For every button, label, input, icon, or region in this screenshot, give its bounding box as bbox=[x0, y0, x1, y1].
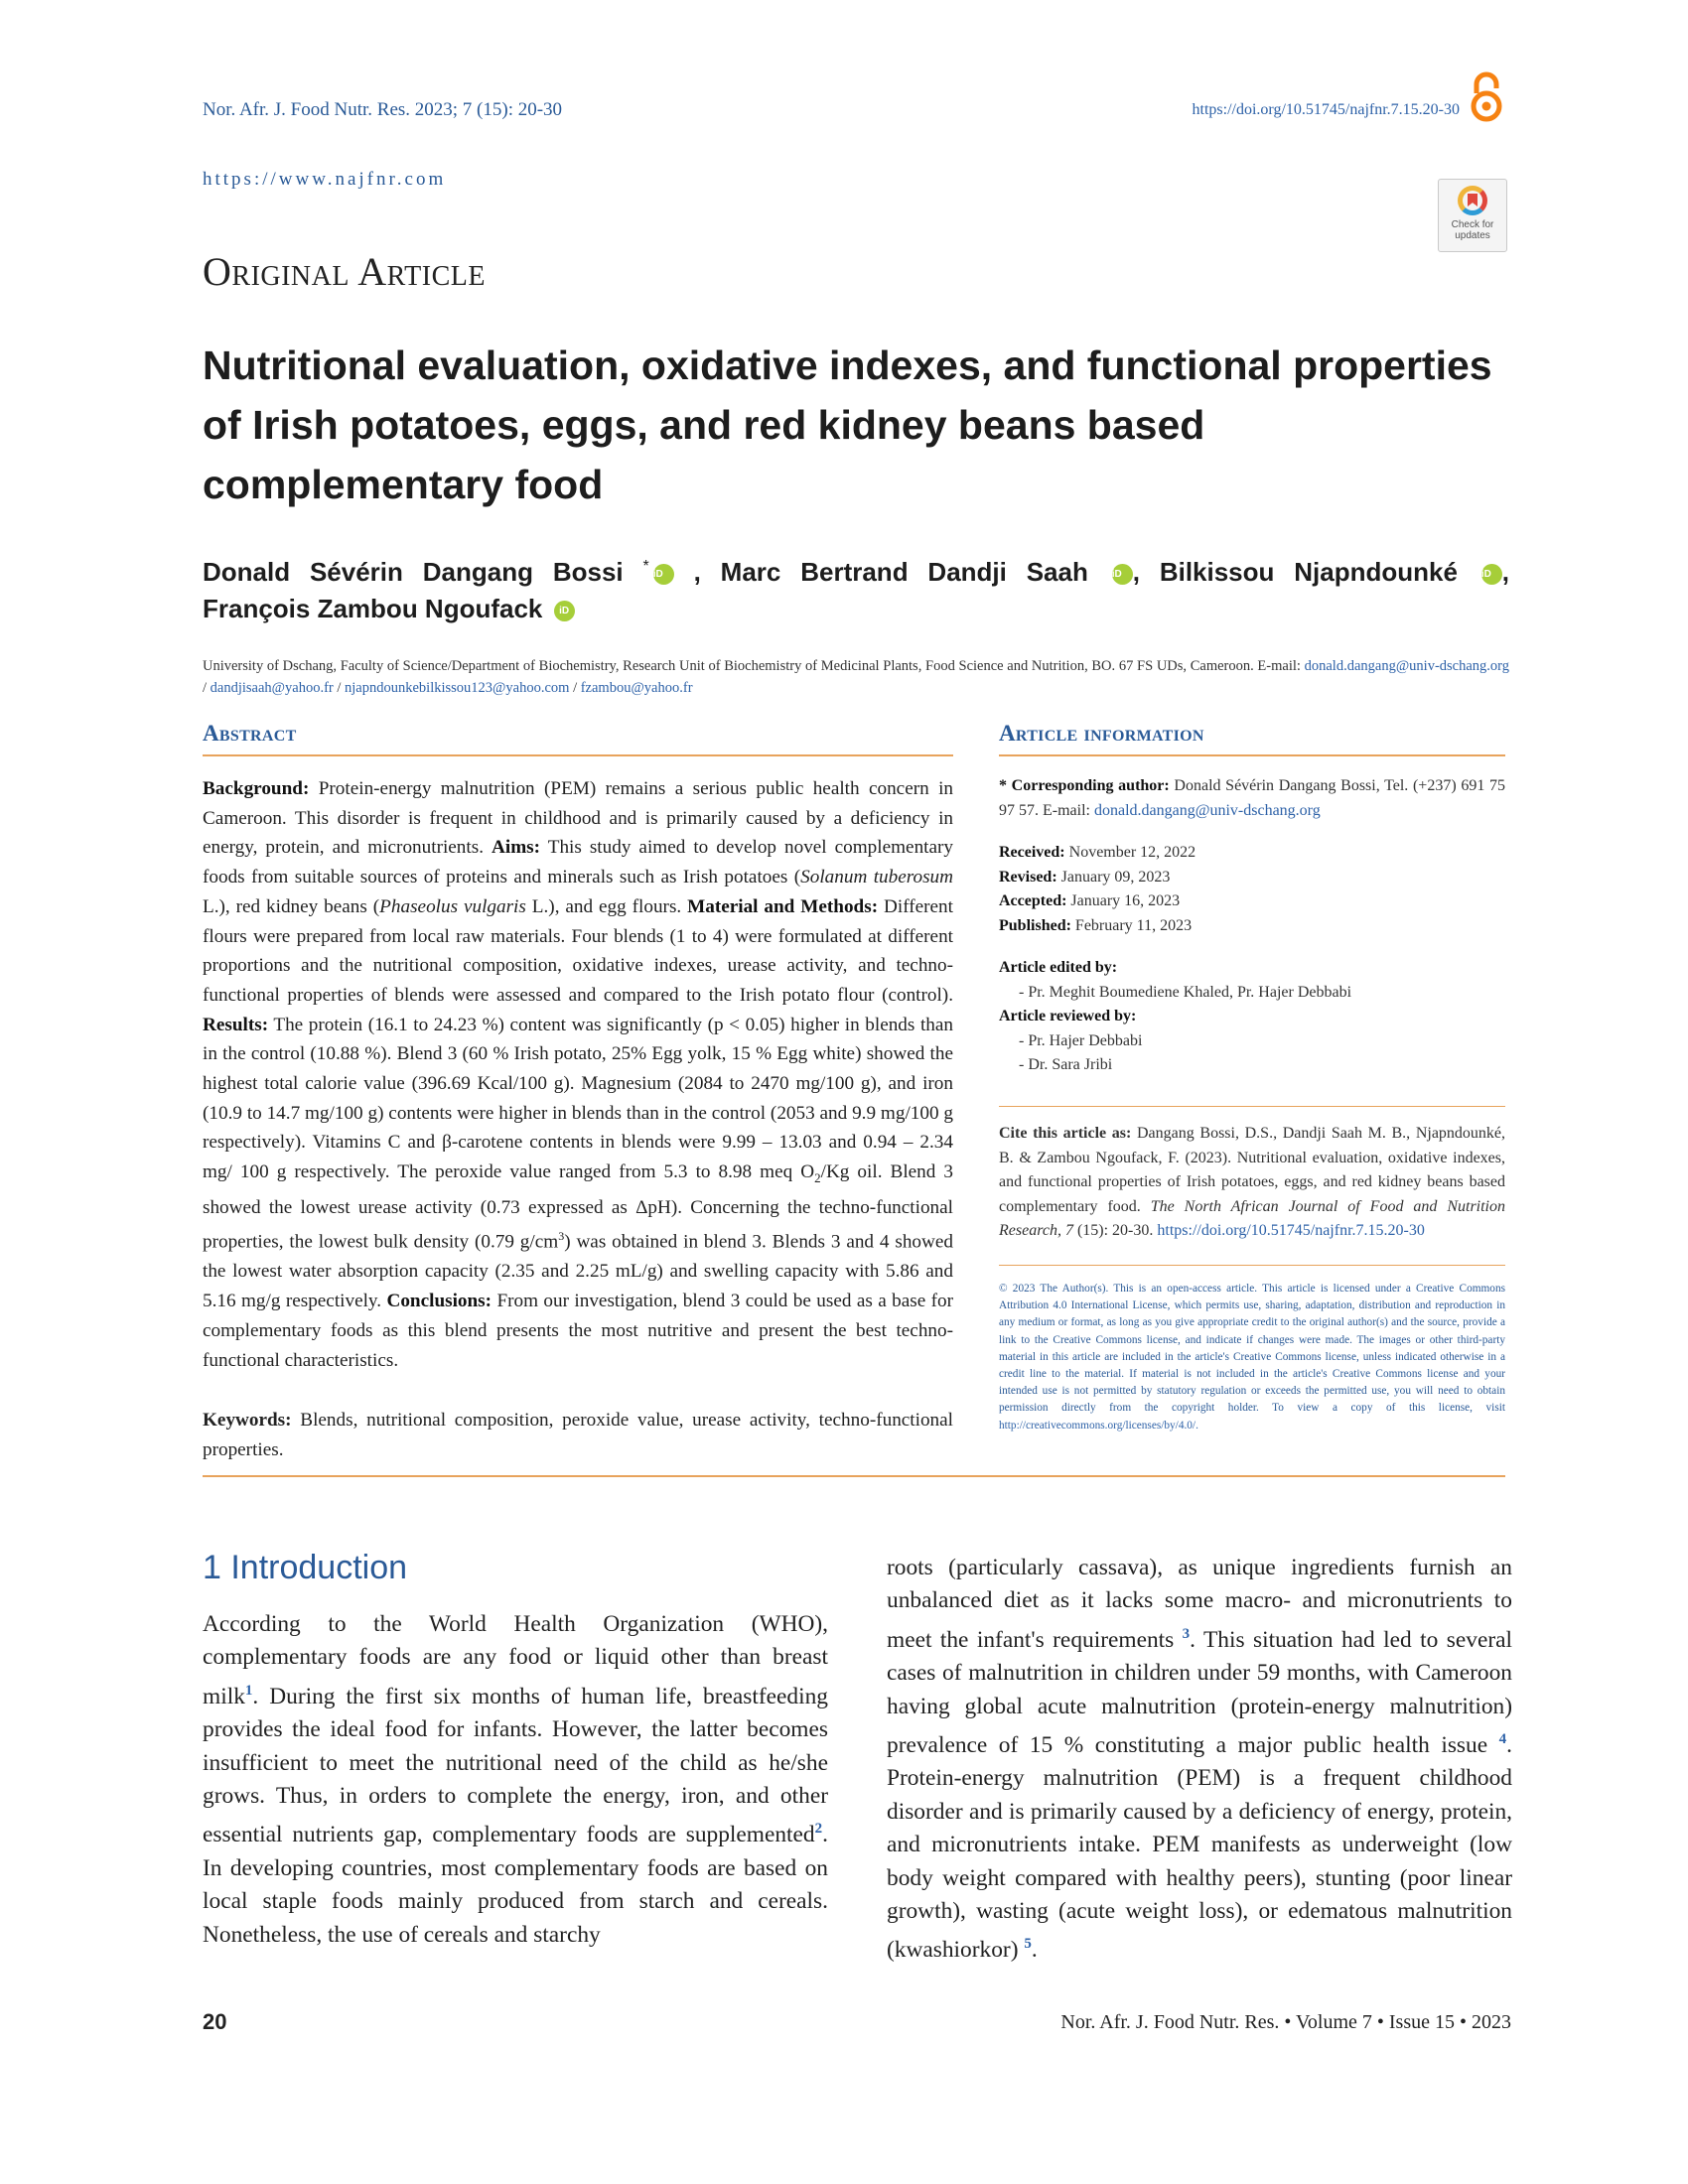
check-for-updates-badge[interactable] bbox=[1438, 179, 1507, 252]
cite-text: Dangang Bossi, D.S., Dandji Saah M. B., Njapndounké, B. & Zambou Ngoufack, F. (2023). Nutritional evaluation, oxidative indexes, and functional properties of Irish potatoes, eggs, and red kidney beans based complementary food. bbox=[999, 1125, 1506, 1215]
intro-text: roots (particularly cassava), as unique ingredients furnish an unbalanced diet as it lacks some macro- and micronutrients to meet the infant's requirements bbox=[887, 1555, 1512, 1653]
scientific-name: Phaseolus vulgaris bbox=[379, 895, 526, 917]
cite-label: Cite this article as: bbox=[999, 1125, 1132, 1142]
article-title: Nutritional evaluation, oxidative indexes, and functional properties of Irish potatoes, eggs, and red kidney beans based complementary food bbox=[203, 342, 1492, 507]
intro-text: . bbox=[1031, 1937, 1038, 1964]
intro-text: . During the first six months of human life, breastfeeding provides the ideal food for infants. However, the latter becomes insufficient to meet the nutritional need of the child as he/she grows. Thus, in orders to complete the energy, iron, and other essential nutrients gap, complementary foods are supplemented bbox=[203, 1683, 828, 1848]
aims-text: This study aimed to develop novel complementary foods from suitable sources of proteins and minerals such as Irish potatoes ( bbox=[203, 837, 953, 888]
abstract-heading: Abstract bbox=[203, 721, 297, 746]
published-label: Published: bbox=[999, 916, 1071, 934]
intro-text: . Protein-energy malnutrition (PEM) is a frequent childhood disorder and is primarily caused by a deficiency of energy, protein, and micronutrients intake. PEM manifests as underweight (low body weight compared with healthy peers), stunting (poor linear growth), wasting (acute weight loss), or edematous malnutrition (kwashiorkor) bbox=[887, 1732, 1512, 1964]
scientific-name: Solanum tuberosum bbox=[800, 867, 953, 888]
doi-link[interactable]: https://doi.org/10.51745/najfnr.7.15.20-30 bbox=[1192, 101, 1460, 118]
author-email[interactable]: donald.dangang@univ-dschang.org bbox=[1304, 658, 1509, 674]
aims-text: L.), and egg flours. bbox=[531, 895, 682, 917]
intro-text: . In developing countries, most complementary foods are based on local staple foods mainly produced from starch and cereals. Nonetheless, the use of cereals and starchy bbox=[203, 1822, 828, 1948]
footer-journal: Nor. Afr. J. Food Nutr. Res. • Volume 7 • Issue 15 • 2023 bbox=[1060, 2011, 1511, 2033]
received-label: Received: bbox=[999, 844, 1065, 861]
orcid-icon[interactable]: iD bbox=[653, 564, 674, 585]
background-text: Protein-energy malnutrition (PEM) remains a serious public health concern in Cameroon. This disorder is frequent in childhood and is primarily caused by a deficiency in energy, protein, and micronutrients. bbox=[203, 778, 954, 859]
author-email[interactable]: fzambou@yahoo.fr bbox=[580, 680, 693, 696]
orcid-icon[interactable]: iD bbox=[1112, 564, 1133, 585]
revised-label: Revised: bbox=[999, 868, 1057, 886]
introduction-heading: 1 Introduction bbox=[203, 1549, 408, 1586]
methods-label: Material and Methods: bbox=[687, 895, 879, 917]
abstract-divider bbox=[203, 754, 953, 756]
results-text: /Kg oil. Blend 3 showed the lowest urease activity (0.73 expressed as ΔpH). Concerning the techno-functional properties, the lowest bulk density (0.79 g/cm bbox=[203, 1161, 954, 1253]
author-list-line-2 bbox=[203, 588, 575, 629]
author-list: Donald Sévérin Dangang Bossi * iD , Marc Bertrand Dandji Saah iD , Bilkissou Njapndounké iD , bbox=[203, 557, 1510, 587]
cite-journal: The North African Journal of Food and Nutrition Research, 7 bbox=[999, 1197, 1505, 1239]
aims-label: Aims: bbox=[492, 837, 541, 859]
spacer bbox=[999, 938, 1505, 956]
orcid-icon[interactable]: iD bbox=[1481, 564, 1502, 585]
reviewer-item: - Pr. Hajer Debbabi bbox=[1019, 1031, 1143, 1049]
cite-divider bbox=[999, 1106, 1505, 1107]
check-for-updates-label: Check for updates bbox=[1451, 219, 1494, 241]
license-notice bbox=[999, 1281, 1505, 1434]
received-date bbox=[999, 841, 1505, 866]
license-link[interactable]: http://creativecommons.org/licenses/by/4.0/. bbox=[999, 1419, 1198, 1432]
reference-link[interactable]: 1 bbox=[244, 1682, 253, 1699]
results-text: ) was obtained in blend 3. Blends 3 and 4 showed the lowest water absorption capacity (2.35 and 2.25 mL/g) and swelling capacity with 5.86 and 5.16 mg/g respectively. bbox=[203, 1231, 953, 1312]
accepted-value: January 16, 2023 bbox=[1070, 892, 1181, 909]
article-info-divider bbox=[999, 754, 1505, 756]
author-name: Marc Bertrand Dandji Saah bbox=[720, 557, 1088, 587]
results-text: The protein (16.1 to 24.23 %) content was significantly (p < 0.05) higher in blends than in the control (10.88 %). Blend 3 (60 % Irish potato, 25% Egg yolk, 15 % Egg white) showed the highest total calorie value (396.69 Kcal/100 g). Magnesium (2084 to 2470 mg/100 g), and iron (10.9 to 14.7 mg/100 g) contents were higher in blends than in the control (2053 and 9.9 mg/100 g respectively). Vitamins C and β-carotene contents in blends were 9.99 – 13.03 and 0.94 – 2.34 mg/ 100 g respectively. The peroxide value ranged from 5.3 to 8.98 meq O bbox=[203, 1014, 953, 1183]
results-label: Results: bbox=[203, 1014, 269, 1035]
methods-text: Different flours were prepared from local raw materials. Four blends (1 to 4) were formulated at different proportions and the nutritional composition, oxidative indexes, urease activity, and techno-functional properties of blends were assessed and compared to the Irish potato flour (control). bbox=[203, 895, 953, 1006]
introduction-column-right bbox=[887, 1552, 1512, 1968]
header-bottom-divider bbox=[203, 1475, 1505, 1477]
intro-text: . This situation had led to several cases of malnutrition in children under 59 months, with Cameroon having global acute malnutrition (protein-energy malnutrition) prevalence of 15 % constituting a major public health issue bbox=[887, 1626, 1512, 1759]
affiliation: University of Dschang, Faculty of Science/Department of Biochemistry, Research Unit of Biochemistry of Medicinal Plants, Food Science and Nutrition, BO. 67 FS UDs, Cameroon. E-mail: donald.dangang@univ-dschang.org / dandjisaah@yahoo.fr / njapndounkebilkissou123@yahoo.com / fzambou@yahoo.fr bbox=[203, 658, 1509, 696]
affiliation-text: University of Dschang, Faculty of Science/Department of Biochemistry, Research Unit of Biochemistry of Medicinal Plants, Food Science and Nutrition, BO. 67 FS UDs, Cameroon. E-mail: bbox=[203, 658, 1301, 674]
revised-date bbox=[999, 866, 1505, 890]
subscript: 2 bbox=[814, 1169, 821, 1185]
orcid-icon[interactable]: iD bbox=[554, 601, 575, 621]
abstract-body bbox=[203, 774, 953, 1375]
author-name: Bilkissou Njapndounké bbox=[1159, 557, 1458, 587]
journal-website-link[interactable]: https://www.najfnr.com bbox=[203, 169, 447, 190]
conclusions-text: From our investigation, blend 3 could be used as a base for complementary foods as this blend presents the most nutritive and present the best techno-functional characteristics. bbox=[203, 1291, 954, 1371]
article-info-heading: Article information bbox=[999, 721, 1204, 746]
citation bbox=[999, 1122, 1505, 1244]
corresponding-text: Donald Sévérin Dangang Bossi, Tel. (+237) 691 75 97 57. E-mail: bbox=[999, 777, 1505, 819]
article-type: Original Article bbox=[203, 249, 486, 294]
journal-reference: Nor. Afr. J. Food Nutr. Res. 2023; 7 (15): 20-30 bbox=[203, 99, 563, 120]
article-information bbox=[999, 774, 1505, 1078]
corresponding-label: * Corresponding author: bbox=[999, 777, 1170, 794]
license-text: © 2023 The Author(s). This is an open-access article. This article is licensed under a Creative Commons Attribution 4.0 International License, which permits use, sharing, adaptation, distribution and reproduction in any medium or format, as long as you give appropriate credit to the original author(s) and the source, provide a link to the Creative Commons license, and indicate if changes were made. The images or other third-party material in this article are included in the article's Creative Commons license, unless indicated otherwise in a credit line to the material. If material is not included in the article's Creative Commons license and your intended use is not permitted by statutory regulation or exceeds the permitted use, you will need to obtain permission directly from the copyright holder. To view a copy of this license, visit bbox=[999, 1283, 1505, 1415]
cite-doi-link[interactable]: https://doi.org/10.51745/najfnr.7.15.20-30 bbox=[1157, 1222, 1425, 1239]
conclusions-label: Conclusions: bbox=[386, 1291, 492, 1312]
aims-text: L.), red kidney beans ( bbox=[203, 895, 380, 917]
corresponding-author bbox=[999, 774, 1505, 823]
author-name: François Zambou Ngoufack bbox=[203, 594, 543, 623]
reference-link[interactable]: 5 bbox=[1024, 1936, 1032, 1953]
received-value: November 12, 2022 bbox=[1068, 844, 1196, 861]
reviewed-by-label: Article reviewed by: bbox=[999, 1008, 1137, 1024]
revised-value: January 09, 2023 bbox=[1060, 868, 1171, 886]
corresponding-mark: * bbox=[642, 558, 649, 575]
accepted-label: Accepted: bbox=[999, 892, 1067, 909]
reviewer-item: - Dr. Sara Jribi bbox=[1019, 1056, 1113, 1073]
corresponding-email-link[interactable]: donald.dangang@univ-dschang.org bbox=[1093, 801, 1321, 819]
keywords bbox=[203, 1406, 953, 1464]
license-divider bbox=[999, 1265, 1505, 1266]
open-access-icon bbox=[1468, 71, 1505, 123]
keywords-text: Blends, nutritional composition, peroxide value, urease activity, techno-functional properties. bbox=[203, 1410, 953, 1460]
author-email[interactable]: njapndounkebilkissou123@yahoo.com bbox=[345, 680, 570, 696]
superscript: 3 bbox=[558, 1229, 565, 1244]
intro-text: According to the World Health Organization (WHO), complementary foods are any food or liquid other than breast milk bbox=[203, 1611, 828, 1709]
editor-item: - Pr. Meghit Boumediene Khaled, Pr. Hajer Debbabi bbox=[1019, 983, 1352, 1001]
introduction-column-left bbox=[203, 1608, 828, 1952]
cite-issue: (15): 20-30. bbox=[1076, 1222, 1154, 1239]
published-date bbox=[999, 914, 1505, 939]
reference-link[interactable]: 3 bbox=[1182, 1625, 1191, 1642]
keywords-label: Keywords: bbox=[203, 1410, 292, 1431]
reference-link[interactable]: 4 bbox=[1498, 1731, 1507, 1748]
author-email[interactable]: dandjisaah@yahoo.fr bbox=[210, 680, 334, 696]
published-value: February 11, 2023 bbox=[1074, 916, 1193, 934]
background-label: Background: bbox=[203, 778, 310, 799]
page-number: 20 bbox=[203, 2009, 227, 2034]
reference-link[interactable]: 2 bbox=[814, 1821, 823, 1838]
edited-by-label: Article edited by: bbox=[999, 959, 1118, 976]
author-name: Donald Sévérin Dangang Bossi bbox=[203, 557, 624, 587]
spacer bbox=[999, 823, 1505, 841]
accepted-date bbox=[999, 889, 1505, 914]
